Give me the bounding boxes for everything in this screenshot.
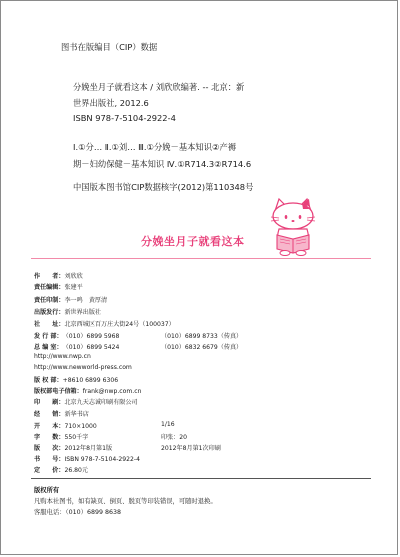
info-url-2: http://www.newworld-press.com — [34, 364, 132, 371]
cip-header: 图书在版编目（CIP）数据 — [61, 42, 158, 52]
cip-line: 分娩坐月子就看这本 / 刘欣欣编著. -- 北京：新 — [73, 82, 245, 92]
info-address: 社 址：北京西城区百万庄大街24号（100037） — [34, 321, 175, 328]
info-author: 作 者：刘欣欣 — [34, 273, 83, 280]
info-rights: 版 权 部：+8610 6899 6306 — [34, 377, 119, 384]
info-format: 开 本：710×1000 1/16 — [34, 421, 175, 430]
info-distribution: 发 行 部：（010）6899 5968 （010）6899 8733（传真） — [34, 333, 243, 340]
info-printing: 责任印制：李一鸣 黄厚清 — [34, 297, 108, 304]
info-email: 版权部电子信箱：frank@nwp.com.cn — [34, 388, 142, 395]
info-url-1: http://www.nwp.cn — [34, 353, 91, 360]
cip-line: 期－妇幼保健－基本知识 Ⅳ.①R714.3②R714.6 — [73, 159, 252, 169]
info-editor: 责任编辑：张建平 — [34, 284, 83, 291]
cip-line: 世界出版社, 2012.6 — [73, 98, 149, 108]
copyright-notice: 凡购本社图书，如有缺页、倒页、脱页等印装错误，可随时退换。 — [34, 498, 217, 505]
info-edition: 版 次：2012年8月第1版 2012年8月第1次印刷 — [34, 445, 221, 452]
pink-divider — [31, 258, 371, 259]
book-title: 分娩坐月子就看这本 — [141, 235, 245, 248]
copyright-title: 版权所有 — [34, 487, 60, 494]
bottom-divider — [31, 478, 371, 479]
info-publisher: 出版发行：新世界出版社 — [34, 309, 102, 316]
customer-service-phone: 客服电话：（010）6899 8638 — [34, 509, 121, 516]
cip-line: ISBN 978-7-5104-2922-4 — [73, 113, 176, 123]
info-price: 定 价：26.80元 — [34, 467, 89, 474]
info-printer: 印 刷：北京九天志诚印刷有限公司 — [34, 399, 138, 406]
cip-line: Ⅰ.①分… Ⅱ.①刘… Ⅲ.①分娩－基本知识②产褥 — [73, 142, 237, 152]
cip-line: 中国版本图书馆CIP数据核字(2012)第110348号 — [73, 182, 254, 192]
info-seller: 经 销：新华书店 — [34, 411, 89, 418]
info-isbn: 书 号：ISBN 978-7-5104-2922-4 — [34, 456, 141, 463]
info-words: 字 数：550千字 印张：20 — [34, 434, 188, 441]
hello-kitty-reading-icon — [265, 197, 321, 257]
info-editorial-office: 总 编 室：（010）6899 5424 （010）6832 6679（传真） — [34, 344, 243, 351]
